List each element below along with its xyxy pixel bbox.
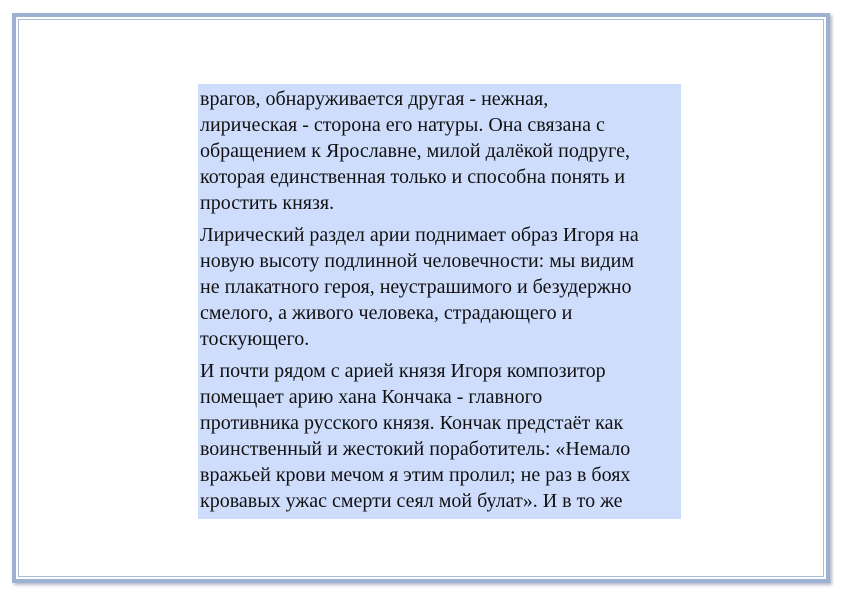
text-line: помещает арию хана Кончака - главного <box>200 386 543 408</box>
text-line: врагов, обнаруживается другая - нежная, <box>200 88 549 110</box>
paragraph-3 <box>200 358 679 514</box>
text-line: простить князя. <box>200 192 335 214</box>
text-line: новую высоту подлинной человечности: мы видим <box>200 250 635 272</box>
text-line: которая единственная только и способна понять и <box>200 166 626 188</box>
text-line: тоскующего. <box>200 328 310 350</box>
text-line: кровавых ужас смерти сеял мой булат». И в то же <box>200 490 623 512</box>
text-line: И почти рядом с арией князя Игоря композитор <box>200 360 606 382</box>
text-line: вражьей крови мечом я этим пролил; не раз в боях <box>200 464 631 486</box>
paragraph-2 <box>200 222 679 352</box>
text-line: не плакатного героя, неустрашимого и безудержно <box>200 276 632 298</box>
text-content-box <box>198 84 681 519</box>
text-line: смелого, а живого человека, страдающего и <box>200 302 573 324</box>
text-line: воинственный и жестокий поработитель: «Немало <box>200 438 631 460</box>
text-line: Лирический раздел арии поднимает образ Игоря на <box>200 224 639 246</box>
text-line: лирическая - сторона его натуры. Она связана с <box>200 114 605 136</box>
text-line: обращением к Ярославне, милой далёкой подруге, <box>200 140 630 162</box>
text-line: противника русского князя. Кончак предстаёт как <box>200 412 624 434</box>
paragraph-1 <box>200 86 679 216</box>
